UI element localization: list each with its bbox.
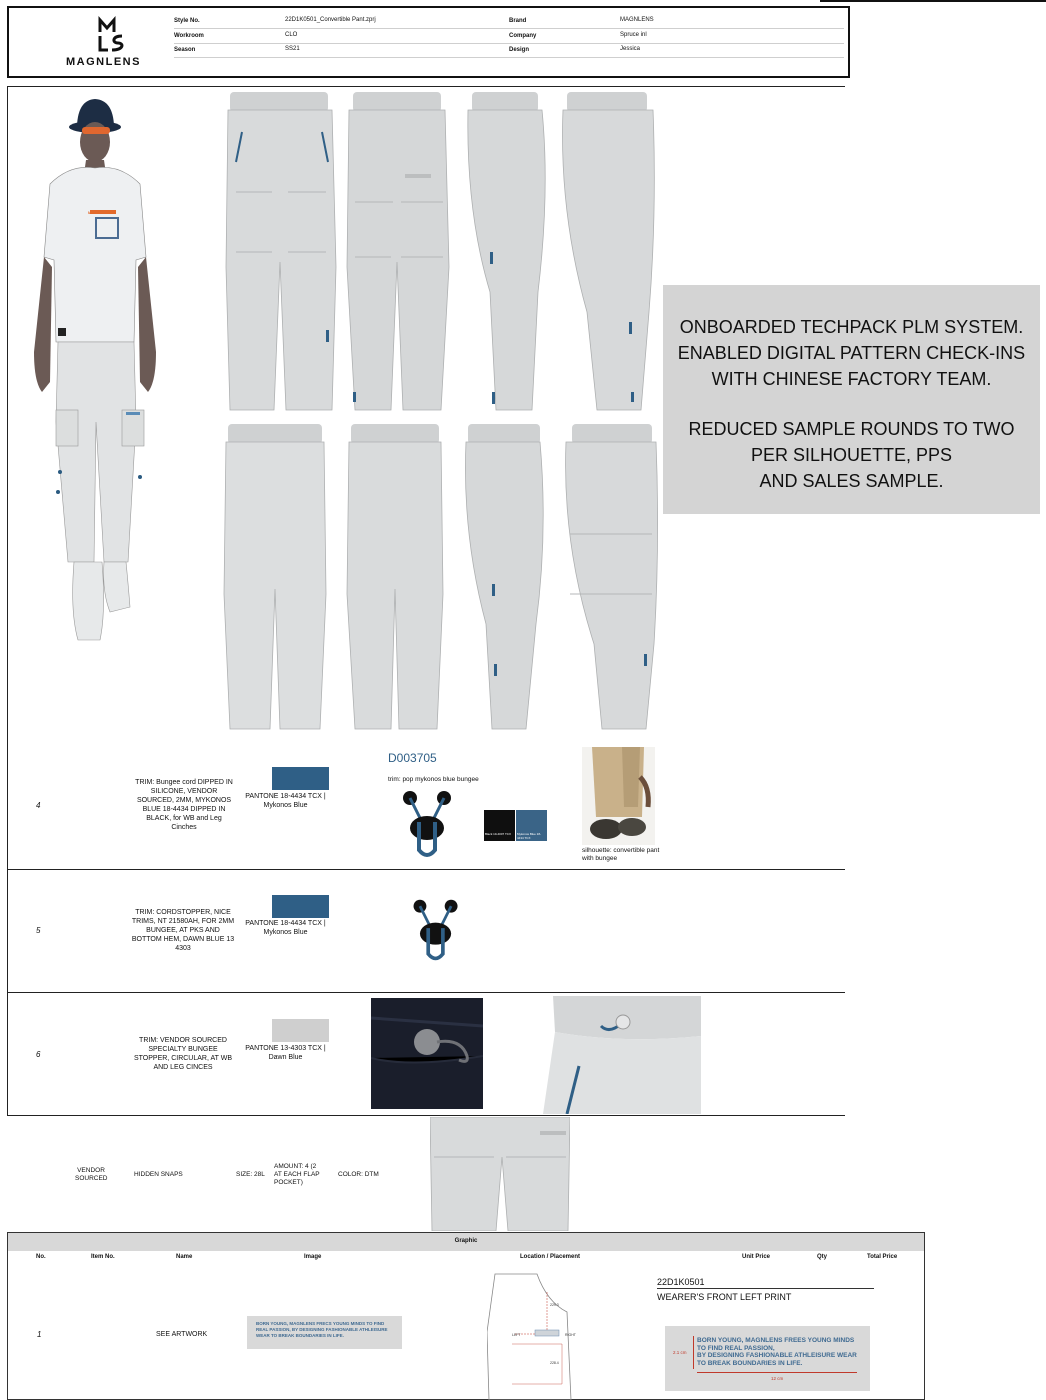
style-no-label: Style No. xyxy=(174,18,200,24)
diagram-label: 229.3 xyxy=(550,1303,559,1307)
snaps-source: VENDOR SOURCED xyxy=(75,1167,108,1182)
width-dimension-line xyxy=(697,1372,857,1373)
column-header: Name xyxy=(176,1254,193,1260)
placement-diagram xyxy=(487,1272,577,1400)
snaps-color: COLOR: DTM xyxy=(338,1171,379,1178)
black-mini-swatch xyxy=(484,810,515,841)
column-header: Unit Price xyxy=(742,1254,771,1260)
trim-row-number: 4 xyxy=(36,801,41,810)
pantone-label: PANTONE 13-4303 TCX | Dawn Blue xyxy=(245,1045,326,1061)
season-value: SS21 xyxy=(285,46,300,52)
diagram-label: RIGHT xyxy=(565,1333,576,1337)
pant-pocket-render xyxy=(430,1117,570,1231)
workroom-value: CLO xyxy=(285,32,298,38)
snaps-size: SIZE: 28L xyxy=(236,1171,265,1178)
pant-render-three-quarter-alt xyxy=(560,424,660,736)
pant-render-back xyxy=(222,424,328,736)
header-divider xyxy=(174,43,844,44)
trim-description: TRIM: CORDSTOPPER, NICE TRIMS, NT 21580AH, FOR 2MM BUNGEE, AT PKS AND BOTTOM HEM, DAWN BLUE 13 4303 xyxy=(131,909,235,952)
graphic-table-title: Graphic xyxy=(454,1238,478,1244)
code-underline xyxy=(657,1288,874,1289)
callout-line: ENABLED DIGITAL PATTERN CHECK-INS xyxy=(677,343,1026,363)
print-text-line: TO FIND REAL PASSION, xyxy=(697,1344,775,1352)
callout-line: ONBOARDED TECHPACK PLM SYSTEM. xyxy=(679,317,1024,337)
column-header: Image xyxy=(304,1254,322,1260)
column-header: Location / Placement xyxy=(520,1254,581,1260)
workroom-label: Workroom xyxy=(174,33,204,39)
bungee-stopper-photo xyxy=(371,998,483,1109)
top-rule xyxy=(820,0,1046,2)
column-header: Qty xyxy=(817,1254,828,1260)
trim-caption: trim: pop mykonos blue bungee xyxy=(388,776,479,783)
pant-render-three-quarter xyxy=(460,424,550,736)
header-divider xyxy=(174,28,844,29)
pantone-swatch xyxy=(272,1019,329,1042)
print-width: 12 cm xyxy=(771,1376,784,1381)
pant-render-back-angle xyxy=(345,424,445,736)
column-header: Total Price xyxy=(867,1254,898,1260)
callout-line: AND SALES SAMPLE. xyxy=(759,471,944,491)
row-divider xyxy=(7,992,845,993)
pant-render-side-right xyxy=(557,92,657,417)
waistband-closeup xyxy=(543,996,701,1114)
print-text-line: BORN YOUNG, MAGNLENS FREES YOUNG MINDS xyxy=(697,1337,855,1344)
brand-label: Brand xyxy=(509,18,527,24)
company-label: Company xyxy=(509,33,537,39)
column-header: Item No. xyxy=(91,1254,115,1260)
graphic-style-code: 22D1K0501 xyxy=(657,1277,705,1287)
snaps-item: HIDDEN SNAPS xyxy=(134,1171,183,1178)
trim-row-number: 6 xyxy=(36,1050,41,1059)
brand-name: MAGNLENS xyxy=(66,56,141,68)
trim-row-number: 5 xyxy=(36,926,41,935)
snaps-amount: AMOUNT: 4 (2 AT EACH FLAP POCKET) xyxy=(274,1163,320,1186)
graphic-row-name: SEE ARTWORK xyxy=(156,1331,208,1338)
trim-code: D003705 xyxy=(388,751,437,765)
callout-line: REDUCED SAMPLE ROUNDS TO TWO xyxy=(688,419,1015,439)
print-height: 2.1 cm xyxy=(673,1350,687,1355)
brand-logo-icon xyxy=(92,16,132,56)
callout-line: PER SILHOUETTE, PPS xyxy=(750,445,953,465)
trim-description: TRIM: Bungee cord DIPPED IN SILICONE, VENDOR SOURCED, 2MM, MYKONOS BLUE 18-4434 DIPPED IN BLACK, for WB and Leg Cinches xyxy=(135,779,233,831)
trim-description: TRIM: VENDOR SOURCED SPECIALTY BUNGEE STOPPER, CIRCULAR, AT WB AND LEG CINCES xyxy=(133,1037,233,1071)
achievement-callout xyxy=(663,285,1040,514)
print-spec-box xyxy=(665,1326,870,1391)
artwork-thumbnail xyxy=(247,1316,402,1349)
silhouette-photo xyxy=(582,747,655,845)
mini-swatch-label: Mykonos Blue 18-4434 TCX xyxy=(517,832,542,840)
print-text-block xyxy=(697,1337,857,1367)
height-dimension-line xyxy=(693,1336,694,1369)
row-divider xyxy=(7,869,845,870)
tee-logo-text: MAGNLENS xyxy=(88,210,111,215)
placement-text: WEARER'S FRONT LEFT PRINT xyxy=(657,1292,792,1302)
design-value: Jessica xyxy=(620,46,641,52)
cordstopper-icon xyxy=(400,788,455,860)
pant-render-side-left xyxy=(460,92,550,417)
pantone-label: PANTONE 18-4434 TCX | Mykonos Blue xyxy=(245,793,326,809)
pantone-swatch xyxy=(272,767,329,790)
print-text-line: BY DESIGNING FASHIONABLE ATHLEISURE WEAR xyxy=(697,1352,857,1359)
diagram-label: LEFT xyxy=(512,1333,521,1337)
design-label: Design xyxy=(509,47,530,53)
pantone-swatch xyxy=(272,895,329,918)
brand-value: MAGNLENS xyxy=(620,17,654,23)
callout-line: WITH CHINESE FACTORY TEAM. xyxy=(711,369,992,389)
cordstopper-icon xyxy=(410,897,462,963)
mini-swatch-label: Black 19-4007 TCX xyxy=(485,832,511,836)
column-header: No. xyxy=(36,1254,46,1260)
photo-caption: silhouette: convertible pant with bungee xyxy=(582,847,660,862)
artwork-text: BORN YOUNG, MAGNLENS FRECS YOUNG MINDS TO FIND REAL PASSION, BY DESIGNING FASHIONABLE ATHLEISURE WEAR TO BREAK BOUNDARIES IN LIFE. xyxy=(256,1321,388,1338)
season-label: Season xyxy=(174,47,196,53)
fashion-illustration xyxy=(30,92,160,652)
header-divider xyxy=(174,57,844,58)
diagram-label: 228.4 xyxy=(550,1361,559,1365)
pantone-label: PANTONE 18-4434 TCX | Mykonos Blue xyxy=(245,920,326,936)
style-no-value: 22D1K0501_Convertible Pant.zprj xyxy=(285,17,376,23)
print-text-line: TO BREAK BOUNDARIES IN LIFE. xyxy=(697,1359,803,1367)
pant-render-front-angle xyxy=(345,92,450,417)
company-value: Spruce inl xyxy=(620,32,647,38)
graphic-row-number: 1 xyxy=(37,1330,42,1339)
pant-render-front xyxy=(222,92,338,417)
row-divider xyxy=(7,1115,845,1116)
